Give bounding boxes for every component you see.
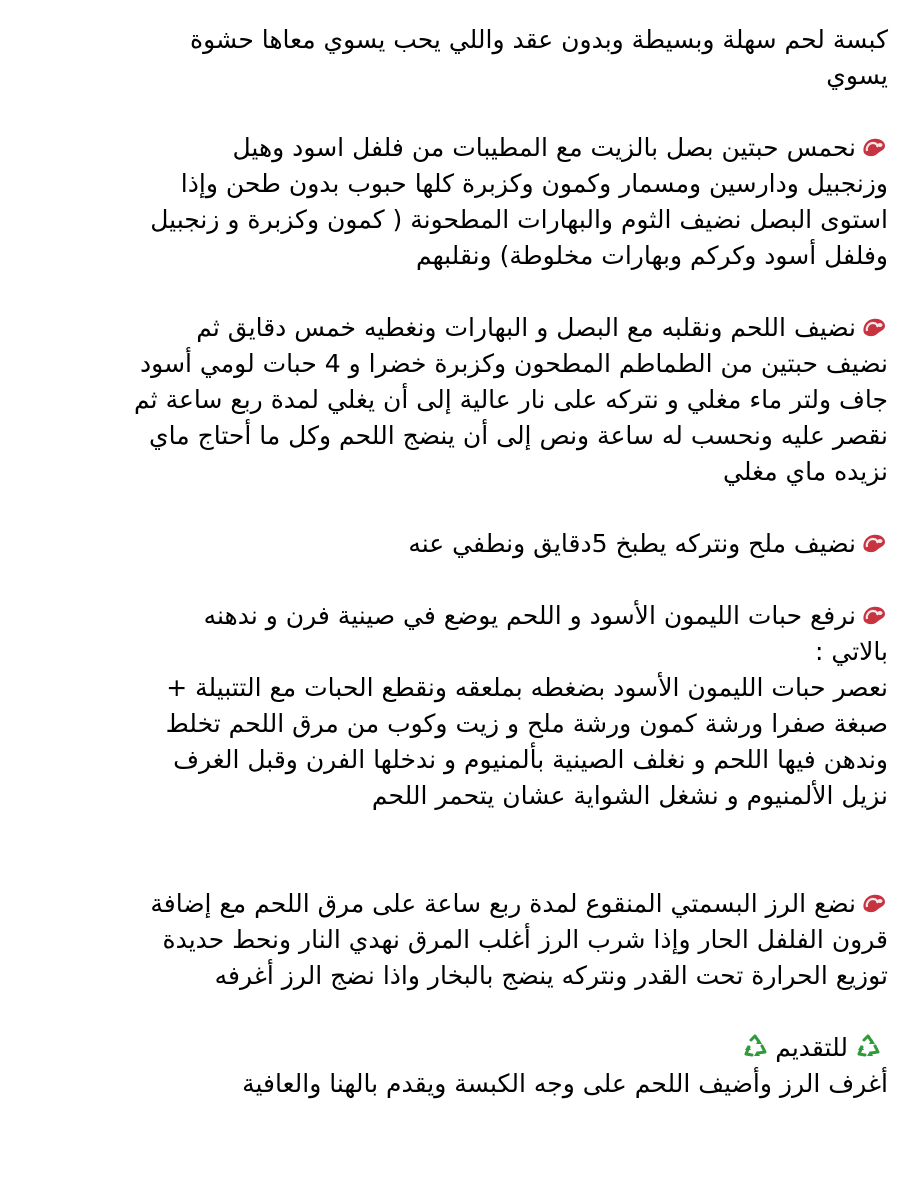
- step-line: [30, 526, 888, 562]
- step-line: نقصر عليه ونحسب له ساعة ونص إلى أن ينضج اللحم وكل ما أحتاج ماي: [149, 421, 888, 450]
- meat-on-bone-icon: [860, 315, 888, 339]
- step-line: بالاتي :: [815, 637, 888, 666]
- serving-text: أغرف الرز وأضيف اللحم على وجه الكبسة ويقدم بالهنا والعافية: [242, 1069, 888, 1098]
- step-4-paragraph: [30, 598, 888, 814]
- step-line: [30, 598, 888, 634]
- step-2-paragraph: [30, 310, 888, 490]
- step-line: نزيده ماي مغلي: [723, 457, 888, 486]
- step-text: نضيف اللحم ونقلبه مع البصل و البهارات ونغطيه خمس دقايق ثم: [196, 313, 856, 342]
- step-line: وفلفل أسود وكركم وبهارات مخلوطة) ونقلبهم: [415, 241, 888, 270]
- step-text: نحمس حبتين بصل بالزيت مع المطيبات من فلفل اسود وهيل: [232, 133, 856, 162]
- recycle-icon: [741, 1033, 769, 1061]
- step-line: نعصر حبات الليمون الأسود بضغطه بملعقه ونقطع الحبات مع التتبيلة +: [166, 673, 888, 702]
- step-line: قرون الفلفل الحار وإذا شرب الرز أغلب المرق نهدي النار ونحط حديدة: [162, 925, 888, 954]
- serving-heading-line: [30, 1030, 888, 1066]
- step-line: [30, 886, 888, 922]
- step-line: جاف ولتر ماء مغلي و نتركه على نار عالية إلى أن يغلي لمدة ربع ساعة ثم: [134, 385, 888, 414]
- step-line: نزيل الألمنيوم و نشغل الشواية عشان يتحمر اللحم: [371, 781, 888, 810]
- title-paragraph: [30, 22, 888, 94]
- step-text: نضيف ملح ونتركه يطبخ 5دقايق ونطفي عنه: [408, 529, 856, 558]
- step-line: [30, 310, 888, 346]
- step-line: وزنجبيل ودارسين ومسمار وكمون وكزبرة كلها حبوب بدون طحن وإذا: [180, 169, 888, 198]
- step-line: توزيع الحرارة تحت القدر ونتركه ينضج بالبخار واذا نضج الرز أغرفه: [214, 961, 888, 990]
- meat-on-bone-icon: [860, 531, 888, 555]
- meat-on-bone-icon: [860, 603, 888, 627]
- step-line: نضيف حبتين من الطماطم المطحون وكزبرة خضرا و 4 حبات لومي أسود: [140, 349, 888, 378]
- meat-on-bone-icon: [860, 891, 888, 915]
- step-text: نرفع حبات الليمون الأسود و اللحم يوضع في صينية فرن و ندهنه: [203, 601, 856, 630]
- step-line: [30, 130, 888, 166]
- step-line: صبغة صفرا ورشة كمون ورشة ملح و زيت وكوب من مرق اللحم تخلط: [165, 709, 888, 738]
- step-5-paragraph: [30, 886, 888, 994]
- serving-heading: للتقديم: [775, 1033, 848, 1062]
- step-text: نضع الرز البسمتي المنقوع لمدة ربع ساعة على مرق اللحم مع إضافة: [150, 889, 856, 918]
- meat-on-bone-icon: [860, 135, 888, 159]
- title-line: كبسة لحم سهلة وبسيطة وبدون عقد واللي يحب يسوي معاها حشوة: [190, 25, 888, 54]
- recycle-icon: [854, 1033, 882, 1061]
- step-3-paragraph: [30, 526, 888, 562]
- serving-paragraph: [30, 1030, 888, 1102]
- step-line: استوى البصل نضيف الثوم والبهارات المطحونة ( كمون وكزبرة و زنجبيل: [150, 205, 888, 234]
- recipe-note: [30, 22, 888, 1102]
- title-line: يسوي: [826, 61, 888, 90]
- step-1-paragraph: [30, 130, 888, 274]
- step-line: وندهن فيها اللحم و نغلف الصينية بألمنيوم و ندخلها الفرن وقبل الغرف: [173, 745, 888, 774]
